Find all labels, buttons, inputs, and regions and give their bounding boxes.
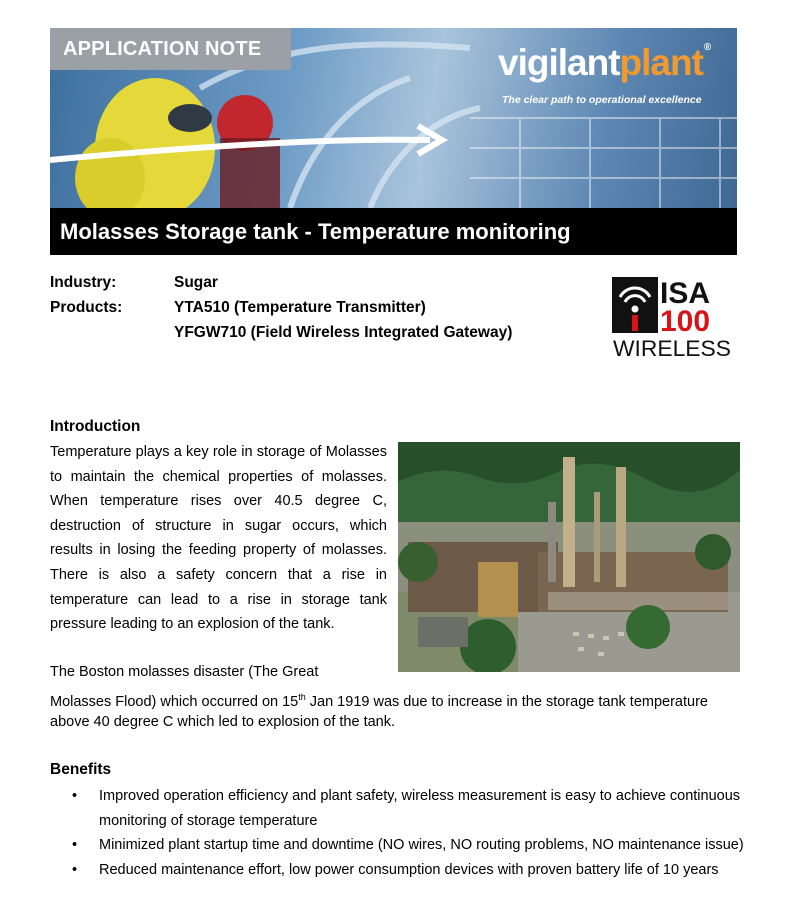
- registered-mark: ®: [703, 42, 711, 53]
- isa-logo-text-top: ISA: [660, 277, 711, 310]
- disaster-line-1: The Boston molasses disaster (The Great: [50, 664, 319, 680]
- introduction-paragraph: Temperature plays a key role in storage of Molasses to maintain the chemical properties of molasses. When temperature rises over 40.5 degree C, destruction of structure in sugar occurs, which results in losing the feeding property of molasses. There is also a safety concern that a rise in temperature can lead to a rise in storage tank pressure leading to an explosion of the tank.: [50, 444, 387, 633]
- brand-logo: [498, 42, 710, 84]
- page-title: Molasses Storage tank - Temperature monitoring: [50, 208, 737, 255]
- disaster-line-2b: Jan 1919 was due to increase in the storage tank temperature: [305, 693, 708, 710]
- isa-logo-text-bottom: WIRELESS: [613, 336, 731, 359]
- industry-label: Industry:: [50, 274, 117, 291]
- product-1: YTA510 (Temperature Transmitter): [174, 299, 426, 316]
- sugar-factory-photo: [398, 442, 740, 672]
- bullet: •: [72, 837, 78, 854]
- products-row: [50, 295, 512, 320]
- application-note-label: APPLICATION NOTE: [50, 28, 291, 70]
- benefits-heading: Benefits: [50, 761, 112, 778]
- product-2: YFGW710 (Field Wireless Integrated Gateway): [174, 324, 513, 341]
- products-label: Products:: [50, 299, 123, 316]
- disaster-line-3: above 40 degree C which led to explosion of the tank.: [50, 714, 396, 730]
- brand-logo-first: vigilant: [498, 42, 620, 83]
- brand-logo-second: plant: [619, 42, 703, 83]
- isa100-wireless-logo: [612, 275, 734, 359]
- product-meta: [50, 270, 512, 345]
- brand-tagline: The clear path to operational excellence: [502, 94, 702, 106]
- products-row-2: [50, 320, 512, 345]
- benefits-list: [50, 784, 750, 882]
- bullet: •: [72, 861, 78, 878]
- list-item: [50, 833, 750, 858]
- benefit-text-3: Reduced maintenance effort, low power consumption devices with proven battery life of 10 years: [99, 861, 719, 878]
- disaster-line-2-sup: th: [298, 692, 306, 702]
- header-banner: [50, 28, 737, 208]
- industry-value: Sugar: [174, 274, 218, 291]
- isa-logo-text-num: 100: [660, 305, 711, 338]
- introduction-heading: Introduction: [50, 418, 141, 435]
- industry-row: [50, 270, 512, 295]
- list-item: [50, 784, 750, 833]
- benefit-text-1: Improved operation efficiency and plant safety, wireless measurement is easy to achieve continuous monitoring of storage temperature: [99, 788, 741, 829]
- disaster-line-2a: Molasses Flood) which occurred on 15: [50, 693, 299, 710]
- benefit-text-2: Minimized plant startup time and downtime (NO wires, NO routing problems, NO maintenance issue): [99, 837, 744, 854]
- list-item: [50, 858, 750, 883]
- bullet: •: [72, 788, 78, 804]
